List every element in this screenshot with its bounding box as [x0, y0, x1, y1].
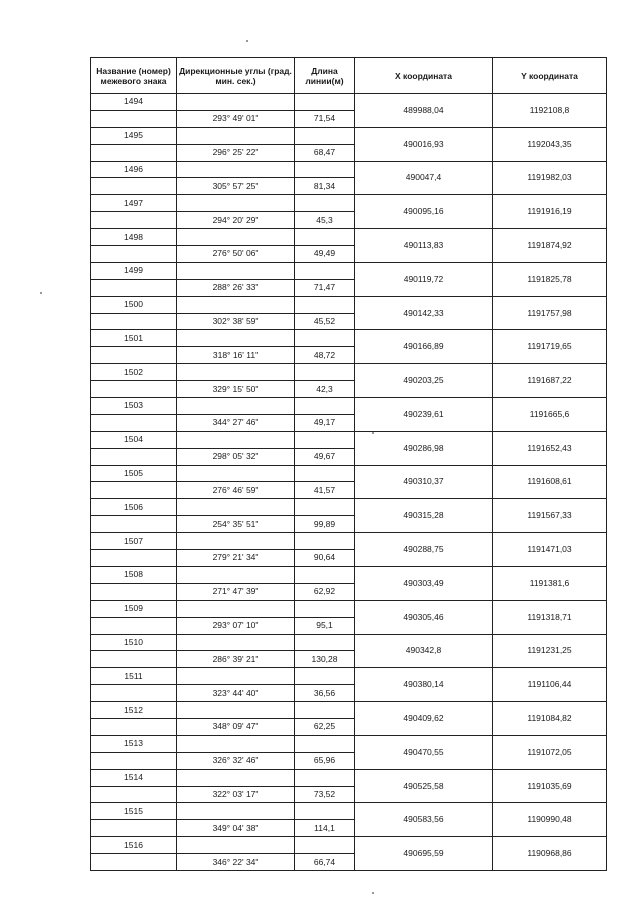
length-cell: 48,72	[295, 347, 355, 364]
length-cell: 49,17	[295, 414, 355, 431]
length-cell	[295, 634, 355, 651]
x-coordinate-cell: 489988,04	[355, 94, 493, 128]
y-coordinate-cell: 1191652,43	[493, 431, 607, 465]
point-name-spacer	[91, 144, 177, 161]
x-coordinate-cell: 490525,58	[355, 769, 493, 803]
table-row	[91, 296, 607, 313]
x-coordinate-cell: 490047,4	[355, 161, 493, 195]
length-cell	[295, 229, 355, 246]
y-coordinate-cell: 1192108,8	[493, 94, 607, 128]
table-row	[91, 499, 607, 516]
angle-cell: 279° 21' 34"	[177, 550, 295, 567]
angle-cell: 302° 38' 59"	[177, 313, 295, 330]
length-cell	[295, 431, 355, 448]
y-coordinate-cell: 1191608,61	[493, 465, 607, 499]
angle-cell	[177, 161, 295, 178]
length-cell	[295, 600, 355, 617]
angle-cell: 254° 35' 51"	[177, 516, 295, 533]
header-angles: Дирекционные углы (град. мин. сек.)	[177, 58, 295, 94]
x-coordinate-cell: 490409,62	[355, 702, 493, 736]
point-name-cell: 1494	[91, 94, 177, 111]
x-coordinate-cell: 490380,14	[355, 668, 493, 702]
point-name-cell: 1509	[91, 600, 177, 617]
x-coordinate-cell: 490239,61	[355, 398, 493, 432]
y-coordinate-cell: 1191825,78	[493, 262, 607, 296]
y-coordinate-cell: 1191757,98	[493, 296, 607, 330]
point-name-spacer	[91, 583, 177, 600]
point-name-spacer	[91, 786, 177, 803]
angle-cell: 276° 46' 59"	[177, 482, 295, 499]
point-name-cell: 1497	[91, 195, 177, 212]
point-name-spacer	[91, 279, 177, 296]
length-cell: 45,3	[295, 212, 355, 229]
angle-cell: 349° 04' 38"	[177, 820, 295, 837]
y-coordinate-cell: 1190968,86	[493, 837, 607, 871]
length-cell	[295, 465, 355, 482]
angle-cell: 293° 49' 01"	[177, 110, 295, 127]
point-name-cell: 1504	[91, 431, 177, 448]
length-cell: 49,67	[295, 448, 355, 465]
x-coordinate-cell: 490470,55	[355, 735, 493, 769]
y-coordinate-cell: 1191471,03	[493, 533, 607, 567]
length-cell: 62,25	[295, 718, 355, 735]
angle-cell	[177, 330, 295, 347]
point-name-cell: 1502	[91, 364, 177, 381]
length-cell	[295, 702, 355, 719]
length-cell: 68,47	[295, 144, 355, 161]
angle-cell	[177, 398, 295, 415]
table-row	[91, 634, 607, 651]
angle-cell: 323° 44' 40"	[177, 685, 295, 702]
length-cell	[295, 296, 355, 313]
angle-cell	[177, 195, 295, 212]
length-cell	[295, 161, 355, 178]
table-row	[91, 431, 607, 448]
length-cell: 36,56	[295, 685, 355, 702]
point-name-spacer	[91, 718, 177, 735]
x-coordinate-cell: 490286,98	[355, 431, 493, 465]
boundary-coordinates-table	[90, 57, 607, 871]
angle-cell: 286° 39' 21"	[177, 651, 295, 668]
point-name-cell: 1503	[91, 398, 177, 415]
angle-cell: 298° 05' 32"	[177, 448, 295, 465]
table-row	[91, 161, 607, 178]
y-coordinate-cell: 1191084,82	[493, 702, 607, 736]
angle-cell: 271° 47' 39"	[177, 583, 295, 600]
table-row	[91, 364, 607, 381]
point-name-cell: 1496	[91, 161, 177, 178]
table-row	[91, 94, 607, 111]
length-cell	[295, 94, 355, 111]
point-name-spacer	[91, 212, 177, 229]
length-cell	[295, 195, 355, 212]
point-name-cell: 1516	[91, 837, 177, 854]
point-name-spacer	[91, 482, 177, 499]
header-y: Y координата	[493, 58, 607, 94]
length-cell: 71,54	[295, 110, 355, 127]
angle-cell: 318° 16' 11"	[177, 347, 295, 364]
point-name-spacer	[91, 651, 177, 668]
table-row	[91, 769, 607, 786]
angle-cell	[177, 127, 295, 144]
angle-cell: 288° 26' 33"	[177, 279, 295, 296]
point-name-cell: 1495	[91, 127, 177, 144]
length-cell: 41,57	[295, 482, 355, 499]
y-coordinate-cell: 1191567,33	[493, 499, 607, 533]
length-cell: 42,3	[295, 381, 355, 398]
angle-cell	[177, 465, 295, 482]
point-name-cell: 1511	[91, 668, 177, 685]
length-cell: 81,34	[295, 178, 355, 195]
point-name-spacer	[91, 617, 177, 634]
angle-cell	[177, 296, 295, 313]
x-coordinate-cell: 490695,59	[355, 837, 493, 871]
table-row	[91, 127, 607, 144]
angle-cell	[177, 600, 295, 617]
y-coordinate-cell: 1191982,03	[493, 161, 607, 195]
angle-cell	[177, 803, 295, 820]
table-row	[91, 837, 607, 854]
point-name-spacer	[91, 313, 177, 330]
point-name-cell: 1499	[91, 262, 177, 279]
length-cell	[295, 837, 355, 854]
angle-cell	[177, 431, 295, 448]
point-name-spacer	[91, 246, 177, 263]
table-row	[91, 195, 607, 212]
y-coordinate-cell: 1191719,65	[493, 330, 607, 364]
point-name-spacer	[91, 820, 177, 837]
table-row	[91, 668, 607, 685]
angle-cell	[177, 94, 295, 111]
x-coordinate-cell: 490095,16	[355, 195, 493, 229]
table-row	[91, 600, 607, 617]
y-coordinate-cell: 1191687,22	[493, 364, 607, 398]
table-row	[91, 566, 607, 583]
angle-cell	[177, 499, 295, 516]
angle-cell: 326° 32' 46"	[177, 752, 295, 769]
length-cell: 99,89	[295, 516, 355, 533]
point-name-spacer	[91, 685, 177, 702]
point-name-spacer	[91, 110, 177, 127]
y-coordinate-cell: 1191318,71	[493, 600, 607, 634]
x-coordinate-cell: 490203,25	[355, 364, 493, 398]
angle-cell: 322° 03' 17"	[177, 786, 295, 803]
length-cell: 45,52	[295, 313, 355, 330]
x-coordinate-cell: 490166,89	[355, 330, 493, 364]
angle-cell	[177, 533, 295, 550]
point-name-cell: 1498	[91, 229, 177, 246]
point-name-cell: 1512	[91, 702, 177, 719]
length-cell	[295, 566, 355, 583]
angle-cell	[177, 634, 295, 651]
header-name: Название (номер) межевого знака	[91, 58, 177, 94]
length-cell: 73,52	[295, 786, 355, 803]
angle-cell: 344° 27' 46"	[177, 414, 295, 431]
table-row	[91, 803, 607, 820]
angle-cell	[177, 769, 295, 786]
table-row	[91, 702, 607, 719]
scan-speck	[246, 40, 248, 42]
header-x: X координата	[355, 58, 493, 94]
y-coordinate-cell: 1191665,6	[493, 398, 607, 432]
point-name-cell: 1507	[91, 533, 177, 550]
length-cell: 114,1	[295, 820, 355, 837]
angle-cell: 276° 50' 06"	[177, 246, 295, 263]
table-row	[91, 533, 607, 550]
point-name-cell: 1515	[91, 803, 177, 820]
y-coordinate-cell: 1191035,69	[493, 769, 607, 803]
length-cell: 62,92	[295, 583, 355, 600]
y-coordinate-cell: 1191874,92	[493, 229, 607, 263]
length-cell: 66,74	[295, 854, 355, 871]
point-name-spacer	[91, 516, 177, 533]
angle-cell	[177, 735, 295, 752]
point-name-cell: 1514	[91, 769, 177, 786]
length-cell: 95,1	[295, 617, 355, 634]
length-cell	[295, 364, 355, 381]
point-name-spacer	[91, 752, 177, 769]
length-cell	[295, 398, 355, 415]
table-row	[91, 465, 607, 482]
x-coordinate-cell: 490342,8	[355, 634, 493, 668]
point-name-spacer	[91, 414, 177, 431]
x-coordinate-cell: 490119,72	[355, 262, 493, 296]
angle-cell	[177, 702, 295, 719]
angle-cell	[177, 566, 295, 583]
table-header-row	[91, 58, 607, 94]
length-cell: 130,28	[295, 651, 355, 668]
y-coordinate-cell: 1191916,19	[493, 195, 607, 229]
y-coordinate-cell: 1191381,6	[493, 566, 607, 600]
table-row	[91, 262, 607, 279]
angle-cell: 294° 20' 29"	[177, 212, 295, 229]
x-coordinate-cell: 490303,49	[355, 566, 493, 600]
angle-cell	[177, 668, 295, 685]
point-name-cell: 1508	[91, 566, 177, 583]
point-name-spacer	[91, 550, 177, 567]
length-cell	[295, 803, 355, 820]
length-cell	[295, 499, 355, 516]
y-coordinate-cell: 1192043,35	[493, 127, 607, 161]
point-name-cell: 1506	[91, 499, 177, 516]
point-name-cell: 1510	[91, 634, 177, 651]
length-cell	[295, 769, 355, 786]
length-cell: 49,49	[295, 246, 355, 263]
x-coordinate-cell: 490305,46	[355, 600, 493, 634]
scan-speck	[372, 892, 374, 894]
table-body	[91, 94, 607, 871]
y-coordinate-cell: 1191231,25	[493, 634, 607, 668]
y-coordinate-cell: 1191072,05	[493, 735, 607, 769]
point-name-spacer	[91, 854, 177, 871]
point-name-cell: 1505	[91, 465, 177, 482]
length-cell	[295, 262, 355, 279]
point-name-cell: 1500	[91, 296, 177, 313]
x-coordinate-cell: 490315,28	[355, 499, 493, 533]
table-row	[91, 735, 607, 752]
scan-speck	[40, 292, 42, 294]
length-cell	[295, 127, 355, 144]
angle-cell: 293° 07' 10"	[177, 617, 295, 634]
angle-cell: 329° 15' 50"	[177, 381, 295, 398]
x-coordinate-cell: 490583,56	[355, 803, 493, 837]
length-cell: 71,47	[295, 279, 355, 296]
angle-cell: 348° 09' 47"	[177, 718, 295, 735]
y-coordinate-cell: 1191106,44	[493, 668, 607, 702]
length-cell	[295, 668, 355, 685]
table-row	[91, 398, 607, 415]
point-name-cell: 1501	[91, 330, 177, 347]
y-coordinate-cell: 1190990,48	[493, 803, 607, 837]
angle-cell: 296° 25' 22"	[177, 144, 295, 161]
point-name-spacer	[91, 381, 177, 398]
point-name-spacer	[91, 178, 177, 195]
x-coordinate-cell: 490310,37	[355, 465, 493, 499]
angle-cell	[177, 837, 295, 854]
x-coordinate-cell: 490016,93	[355, 127, 493, 161]
length-cell	[295, 330, 355, 347]
x-coordinate-cell: 490142,33	[355, 296, 493, 330]
angle-cell	[177, 262, 295, 279]
table-row	[91, 229, 607, 246]
x-coordinate-cell: 490113,83	[355, 229, 493, 263]
angle-cell	[177, 364, 295, 381]
length-cell: 65,96	[295, 752, 355, 769]
x-coordinate-cell: 490288,75	[355, 533, 493, 567]
length-cell	[295, 533, 355, 550]
table-row	[91, 330, 607, 347]
point-name-cell: 1513	[91, 735, 177, 752]
point-name-spacer	[91, 347, 177, 364]
angle-cell	[177, 229, 295, 246]
length-cell	[295, 735, 355, 752]
header-length: Длина линии(м)	[295, 58, 355, 94]
point-name-spacer	[91, 448, 177, 465]
length-cell: 90,64	[295, 550, 355, 567]
angle-cell: 305° 57' 25"	[177, 178, 295, 195]
angle-cell: 346° 22' 34"	[177, 854, 295, 871]
